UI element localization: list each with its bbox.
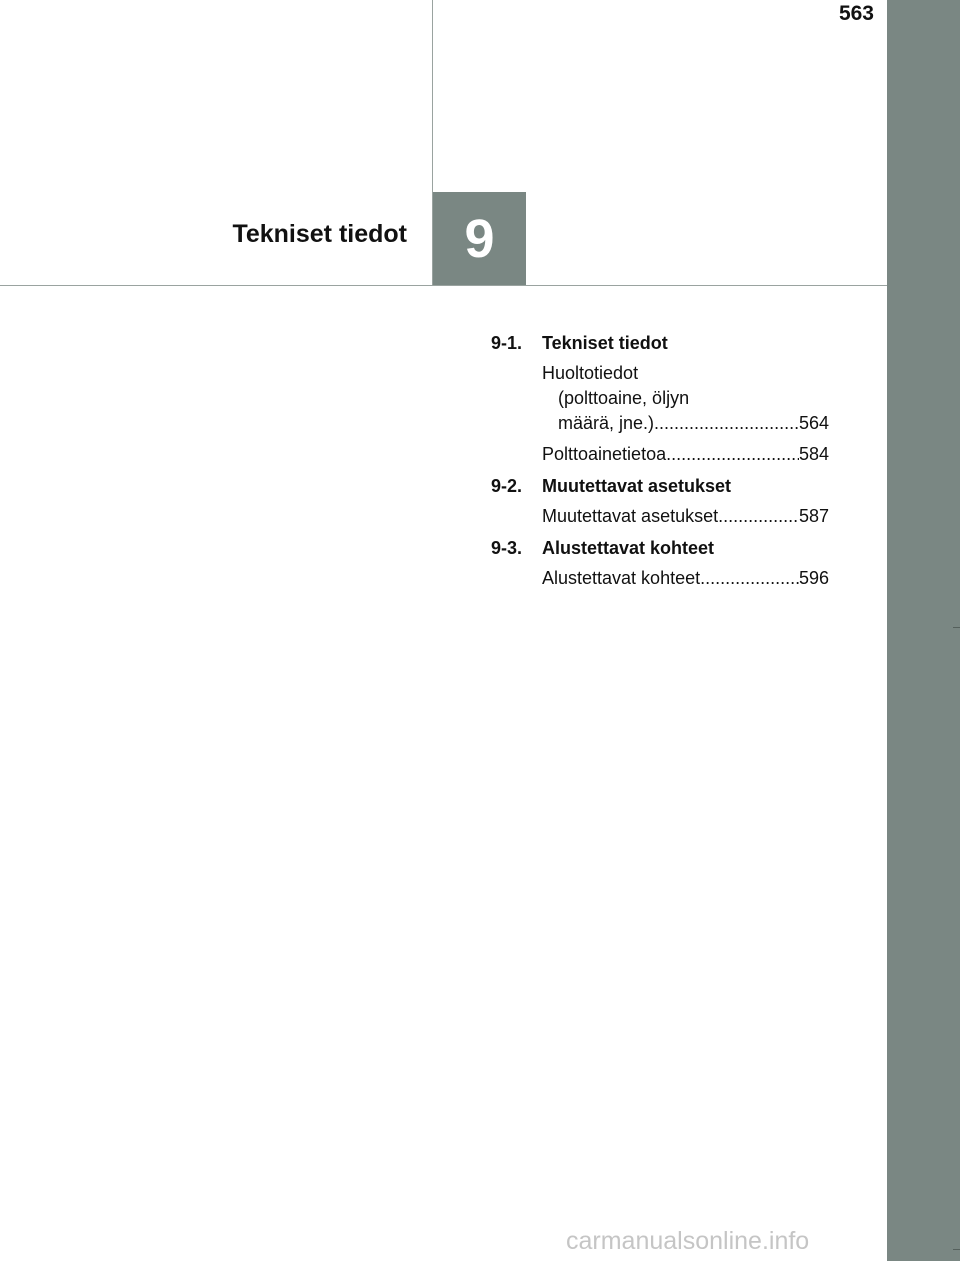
side-tab-tick bbox=[953, 627, 960, 628]
entry-page: 564 bbox=[798, 413, 829, 433]
chapter-side-tab bbox=[887, 0, 960, 1261]
chapter-number-box bbox=[433, 192, 526, 285]
toc-section bbox=[491, 536, 829, 560]
page-number: 563 bbox=[838, 2, 874, 25]
dot-leader bbox=[718, 503, 799, 529]
entry-text: Polttoainetietoa bbox=[542, 444, 667, 464]
entry-text: määrä, jne.) bbox=[558, 413, 655, 433]
watermark: carmanualsonline.info bbox=[566, 1227, 810, 1255]
chapter-title: Tekniset tiedot bbox=[232, 220, 407, 248]
toc-section bbox=[491, 331, 829, 355]
toc-entry[interactable] bbox=[542, 565, 829, 591]
section-title: Muutettavat asetukset bbox=[542, 476, 732, 496]
dot-leader bbox=[654, 410, 799, 436]
entry-page: 584 bbox=[798, 444, 829, 464]
toc-section bbox=[491, 474, 829, 498]
entry-line bbox=[542, 410, 829, 436]
toc-entry[interactable] bbox=[542, 441, 829, 467]
chapter-number: 9 bbox=[464, 208, 495, 269]
horizontal-divider bbox=[0, 285, 887, 286]
section-number: 9-2. bbox=[491, 476, 523, 496]
entry-line bbox=[542, 503, 829, 529]
entry-line bbox=[542, 565, 829, 591]
side-tab-tick bbox=[953, 1249, 960, 1250]
section-number: 9-3. bbox=[491, 538, 523, 558]
entry-line bbox=[542, 441, 829, 467]
entry-page: 587 bbox=[798, 506, 829, 526]
table-of-contents bbox=[491, 331, 829, 591]
dot-leader bbox=[700, 565, 799, 591]
entry-text: Huoltotiedot bbox=[542, 363, 639, 383]
dot-leader bbox=[666, 441, 799, 467]
toc-entry[interactable] bbox=[542, 360, 829, 436]
entry-text: Muutettavat asetukset bbox=[542, 506, 719, 526]
entry-text: Alustettavat kohteet bbox=[542, 568, 701, 588]
section-number: 9-1. bbox=[491, 333, 523, 353]
section-title: Alustettavat kohteet bbox=[542, 538, 715, 558]
section-title: Tekniset tiedot bbox=[542, 333, 668, 353]
entry-text: (polttoaine, öljyn bbox=[558, 388, 690, 408]
toc-entry[interactable] bbox=[542, 503, 829, 529]
entry-page: 596 bbox=[798, 568, 829, 588]
